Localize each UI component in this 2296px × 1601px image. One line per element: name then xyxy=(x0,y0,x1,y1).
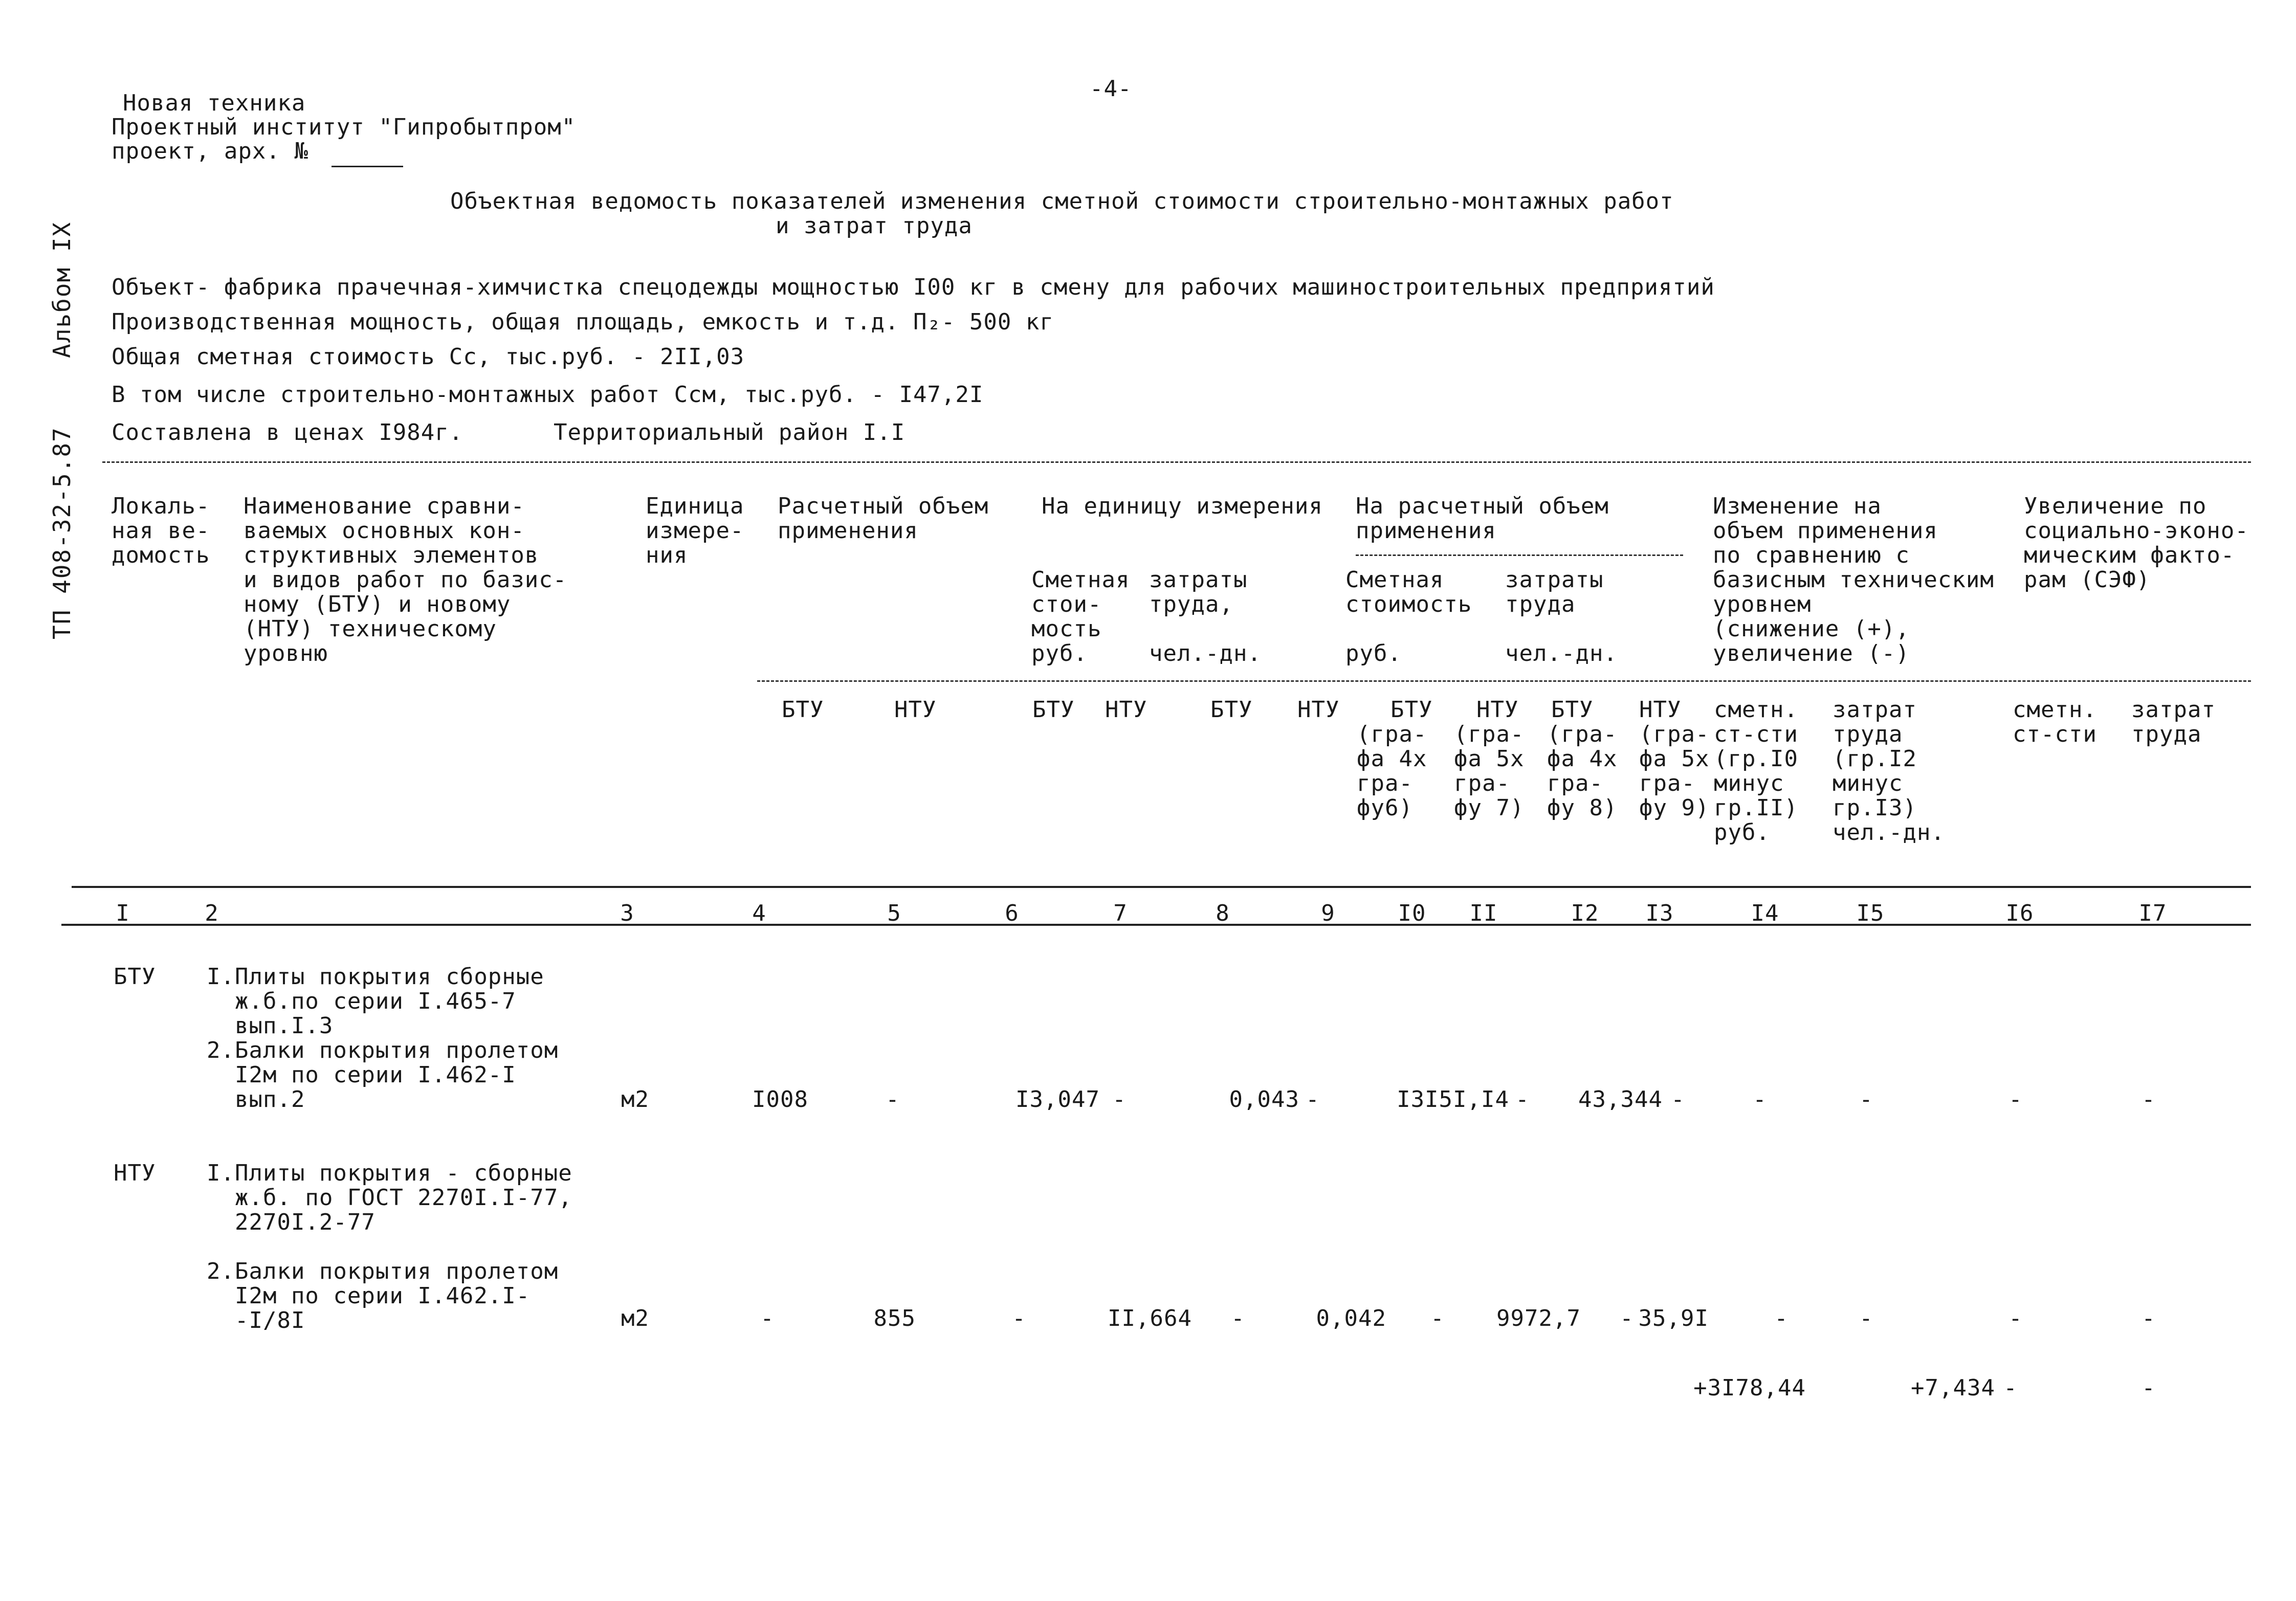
header-c12-formula: (гра- фа 4х гра- фу 8) xyxy=(1547,721,1618,821)
header-on-volume: На расчетный объем применения xyxy=(1356,493,1609,544)
info-capacity: Производственная мощность, общая площадь, емкость и т.д. П₂- 500 кг xyxy=(112,309,1054,335)
header-per-unit-labor: затраты труда, чел.-дн. xyxy=(1149,567,1262,666)
colnum-8: 8 xyxy=(1216,900,1230,926)
row-btu-c14: - xyxy=(1753,1086,1767,1113)
row-ntu-unit: м2 xyxy=(621,1305,649,1331)
row-ntu-labor-btu: - xyxy=(1231,1305,1245,1331)
row-btu-vol-ntu: - xyxy=(886,1086,900,1113)
row-btu-c17: - xyxy=(2142,1086,2156,1113)
total-c15: +7,434 xyxy=(1911,1375,1995,1401)
info-region: Территориальный район I.I xyxy=(554,419,906,446)
info-smr-cost: В том числе строительно-монтажных работ Ссм, тыс.руб. - I47,2I xyxy=(112,382,984,408)
colnum-5: 5 xyxy=(887,900,901,926)
colnum-9: 9 xyxy=(1321,900,1335,926)
colnum-13: I3 xyxy=(1645,900,1674,926)
header-c13-ntu: НТУ xyxy=(1639,697,1682,723)
row-ntu-ved: НТУ xyxy=(114,1160,156,1186)
header-labor-ntu: НТУ xyxy=(1297,697,1340,723)
header-c17: затрат труда xyxy=(2131,697,2216,747)
header-change: Изменение на объем применения по сравнению с базисным техническим уровнем (снижение (+), увеличение (-) xyxy=(1713,493,1994,666)
header-c16: сметн. ст-сти xyxy=(2013,697,2097,747)
row-ntu-c13: 35,9I xyxy=(1638,1305,1709,1331)
header-vol-btu: БТУ xyxy=(782,697,824,723)
row-ntu-labor-ntu: 0,042 xyxy=(1316,1305,1386,1331)
album-label: Альбом IX xyxy=(48,221,76,358)
colnum-1: I xyxy=(116,900,130,926)
colnum-16: I6 xyxy=(2005,900,2034,926)
header-per-unit-cost: Сметная стои- мость руб. xyxy=(1031,567,1130,666)
header-on-volume-cost: Сметная стоимость руб. xyxy=(1345,567,1472,666)
header-on-volume-labor: затраты труда чел.-дн. xyxy=(1505,567,1618,666)
row-btu-cost-btu: I3,047 xyxy=(1015,1086,1100,1113)
colnum-15: I5 xyxy=(1856,900,1885,926)
row-ntu-vol-ntu: 855 xyxy=(873,1305,916,1331)
row-btu-c12: 43,344 xyxy=(1578,1086,1663,1113)
project-number-blank xyxy=(332,166,403,167)
table-top-rule xyxy=(102,461,2251,463)
row-btu-c11: - xyxy=(1515,1086,1530,1113)
colnum-6: 6 xyxy=(1005,900,1019,926)
header-c10-formula: (гра- фа 4х гра- фу6) xyxy=(1357,721,1427,821)
header-items: Наименование сравни- ваемых основных кон- структивных элементов и видов работ по базис- ному (БТУ) и новому (НТУ) техническому уровню xyxy=(244,493,567,666)
header-volume: Расчетный объем применения xyxy=(778,493,989,544)
row-ntu-c12: - xyxy=(1620,1305,1634,1331)
colnum-2: 2 xyxy=(205,900,219,926)
on-volume-rule xyxy=(1356,554,1683,556)
header-line-3: проект, арх. № xyxy=(112,138,308,164)
title-line-1: Объектная ведомость показателей изменения сметной стоимости строительно-монтажных работ xyxy=(450,188,1674,214)
row-ntu-cost-ntu: II,664 xyxy=(1108,1305,1192,1331)
header-c10-btu: БТУ xyxy=(1390,697,1433,723)
row-ntu-c11: 9972,7 xyxy=(1496,1305,1581,1331)
total-c16: - xyxy=(2003,1375,2018,1401)
header-c15: затрат труда (гр.I2 минус гр.I3) чел.-дн. xyxy=(1833,697,1945,846)
colnum-bottom-rule xyxy=(61,924,2251,926)
title-line-2: и затрат труда xyxy=(776,213,973,239)
row-ntu-vol-btu: - xyxy=(760,1305,775,1331)
header-c12-btu: БТУ xyxy=(1551,697,1594,723)
subheader-rule xyxy=(757,680,2251,682)
header-vol-ntu: НТУ xyxy=(894,697,937,723)
colnum-12: I2 xyxy=(1571,900,1599,926)
row-ntu-items: I.Плиты покрытия - сборные ж.б. по ГОСТ 2270I.I-77, 2270I.2-77 2.Балки покрытия пролетом I2м по серии I.462.I- -I/8I xyxy=(207,1160,572,1333)
row-btu-labor-ntu: - xyxy=(1306,1086,1320,1113)
info-total-cost: Общая сметная стоимость Сс, тыс.руб. - 2II,03 xyxy=(112,344,745,370)
row-ntu-c17: - xyxy=(2142,1305,2156,1331)
project-code: ТП 408-32-5.87 xyxy=(48,427,76,639)
colnum-3: 3 xyxy=(620,900,634,926)
row-btu-cost-ntu: - xyxy=(1112,1086,1127,1113)
header-line-1: Новая техника xyxy=(123,90,306,116)
colnum-top-rule xyxy=(72,886,2251,888)
header-ved: Локаль- ная ве- домость xyxy=(112,493,210,568)
header-cost-ntu: НТУ xyxy=(1105,697,1147,723)
row-btu-vol-btu: I008 xyxy=(752,1086,808,1113)
page-number: -4- xyxy=(1090,76,1132,102)
row-btu-ved: БТУ xyxy=(114,964,156,990)
row-ntu-c15: - xyxy=(1859,1305,1873,1331)
row-ntu-cost-btu: - xyxy=(1012,1305,1026,1331)
colnum-10: I0 xyxy=(1398,900,1426,926)
colnum-4: 4 xyxy=(752,900,766,926)
row-btu-c16: - xyxy=(2008,1086,2023,1113)
header-c11-ntu: НТУ xyxy=(1476,697,1519,723)
row-btu-unit: м2 xyxy=(621,1086,649,1113)
total-c17: - xyxy=(2142,1375,2156,1401)
row-btu-labor-btu: 0,043 xyxy=(1229,1086,1299,1113)
header-c14: сметн. ст-сти (гр.I0 минус гр.II) руб. xyxy=(1714,697,1798,846)
header-c11-formula: (гра- фа 5х гра- фу 7) xyxy=(1454,721,1525,821)
header-increase: Увеличение по социально-эконо- мическим факто- рам (СЭФ) xyxy=(2024,493,2249,593)
row-ntu-c10: - xyxy=(1430,1305,1445,1331)
row-btu-items: I.Плиты покрытия сборные ж.б.по серии I.465-7 вып.I.3 2.Балки покрытия пролетом I2м по серии I.462-I вып.2 xyxy=(207,964,559,1113)
row-ntu-c14: - xyxy=(1774,1305,1789,1331)
header-c13-formula: (гра- фа 5х гра- фу 9) xyxy=(1639,721,1710,821)
header-cost-btu: БТУ xyxy=(1032,697,1075,723)
info-prices: Составлена в ценах I984г. xyxy=(112,419,463,446)
info-object: Объект- фабрика прачечная-химчистка спецодежды мощностью I00 кг в смену для рабочих машиностроительных предприятий xyxy=(112,274,1715,300)
colnum-7: 7 xyxy=(1113,900,1128,926)
colnum-17: I7 xyxy=(2138,900,2167,926)
header-labor-btu: БТУ xyxy=(1210,697,1253,723)
row-btu-c15: - xyxy=(1859,1086,1873,1113)
row-ntu-c16: - xyxy=(2008,1305,2023,1331)
colnum-14: I4 xyxy=(1751,900,1779,926)
total-c14: +3I78,44 xyxy=(1693,1375,1806,1401)
row-btu-c10: I3I5I,I4 xyxy=(1397,1086,1509,1113)
header-unit: Единица измере- ния xyxy=(646,493,744,568)
row-btu-c13: - xyxy=(1671,1086,1685,1113)
header-line-2: Проектный институт "Гипробытпром" xyxy=(112,114,576,140)
colnum-11: II xyxy=(1469,900,1498,926)
header-per-unit: На единицу измерения xyxy=(1042,493,1323,519)
